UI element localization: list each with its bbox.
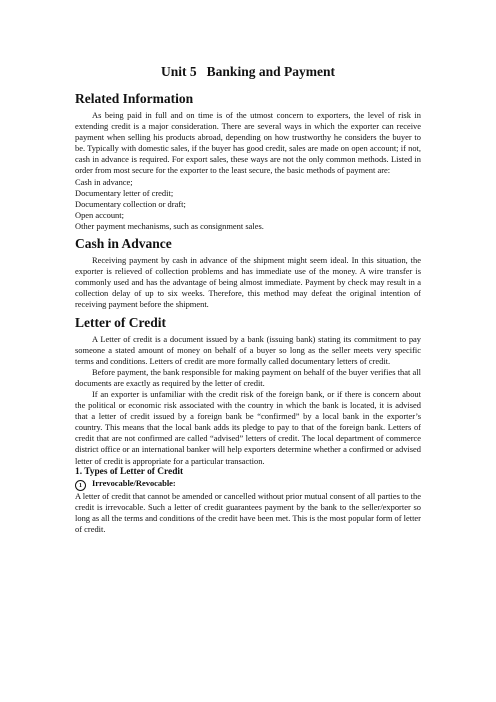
unit-number: Unit 5: [161, 64, 197, 79]
types-of-letter-of-credit-heading: 1. Types of Letter of Credit: [75, 466, 184, 477]
letter-of-credit-paragraph-2: Before payment, the bank responsible for making payment on behalf of the buyer verifies that all documents are exactly as required by the letter of credit.: [75, 366, 421, 388]
cash-in-advance-heading: Cash in Advance: [75, 236, 172, 252]
irrevocable-revocable-heading: [75, 478, 421, 491]
irrevocable-paragraph: A letter of credit that cannot be amended or cancelled without prior mutual consent of all parties to the credit is irrevocable. Such a letter of credit guarantees payment by the bank to the seller/exporter so long as all the terms and conditions of the credit have been met. This is the most popular form of letter of credit.: [75, 490, 421, 534]
cash-in-advance-paragraph: Receiving payment by cash in advance of the shipment might seem ideal. In this situation, the exporter is relieved of collection problems and has immediate use of the money. A wire transfer is commonly used and has the advantage of being almost immediate. Payment by check may result in a collection delay of up to six weeks. Therefore, this method may defeat the original intention of receiving payment before the shipment.: [75, 255, 421, 310]
payment-method-item: Documentary collection or draft;: [75, 198, 186, 209]
payment-method-item: Other payment mechanisms, such as consignment sales.: [75, 220, 264, 231]
payment-method-item: Documentary letter of credit;: [75, 187, 174, 198]
payment-method-item: Open account;: [75, 209, 124, 220]
document-body: [75, 64, 421, 535]
related-information-heading: Related Information: [75, 91, 194, 106]
payment-method-item: Cash in advance;: [75, 176, 133, 187]
letter-of-credit-paragraph-3: If an exporter is unfamiliar with the credit risk of the foreign bank, or if there is concern about the political or economic risk associated with the country in which the bank is located, it is advised that a letter of credit issued by a foreign bank be “confirmed” by a local bank in the exporter’s country. This means that the local bank adds its pledge to pay to that of the foreign bank. Letters of credit that are not confirmed are called “advised” letters of credit. The local department of commerce district office or an international banker will help exporters determine whether a confirmed or advised letter of credit is appropriate for a particular transaction.: [75, 388, 421, 466]
letter-of-credit-heading: Letter of Credit: [75, 314, 166, 330]
unit-topic: Banking and Payment: [206, 64, 335, 79]
unit-title: [75, 64, 421, 80]
payment-methods-list: [75, 177, 421, 232]
related-information-paragraph: As being paid in full and on time is of the utmost concern to exporters, the level of risk in extending credit is a major consideration. There are several ways in which the exporter can receive payment when selling his products abroad, depending on how trustworthy he considers the buyer to be. Typically with domestic sales, if the buyer has good credit, sales are made on open account; if not, cash in advance is required. For export sales, these ways are not the only common methods. Listed in order from most secure for the exporter to the least secure, the basic methods of payment are:: [75, 110, 421, 176]
letter-of-credit-paragraph-1: A Letter of credit is a document issued by a bank (issuing bank) stating its commitment to pay someone a stated amount of money on behalf of a buyer so long as the seller meets very specific terms and conditions. Letters of credit are more formally called documentary letters of credit.: [75, 333, 421, 366]
irrevocable-revocable-label: Irrevocable/Revocable:: [92, 477, 176, 488]
circled-number-one: 1: [75, 480, 86, 491]
